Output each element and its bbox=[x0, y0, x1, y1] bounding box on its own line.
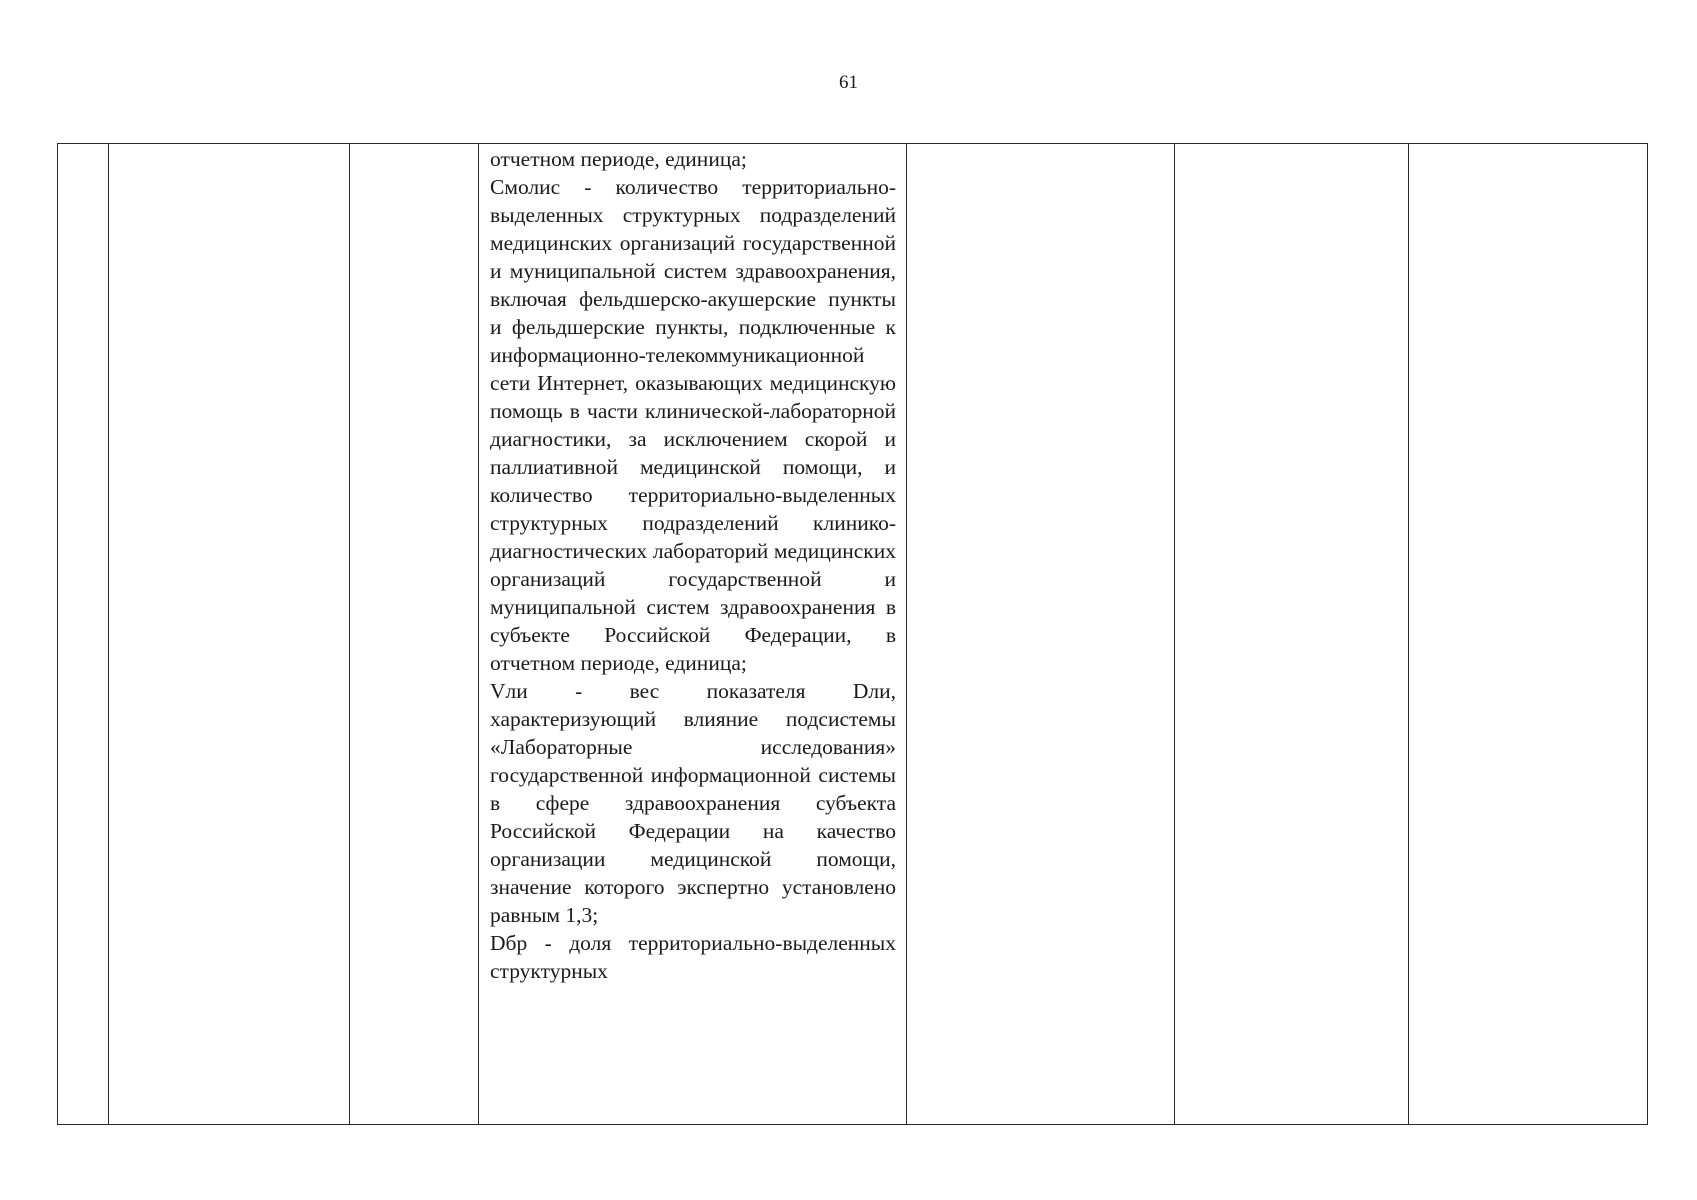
cell-name bbox=[109, 144, 350, 1125]
cell-responsible bbox=[1175, 144, 1409, 1125]
cell-calculation-method bbox=[479, 144, 907, 1125]
text-paragraph: Vли - вес показателя Dли, характеризующий влияние подсистемы «Лабораторные исследования» государственной информационной системы в сфере здравоохранения субъекта Российской Федерации на качество организации медицинской помощи, значение которого экспертно установлено равным 1,3; bbox=[490, 679, 896, 927]
text-paragraph: отчетном периоде, единица; bbox=[490, 147, 747, 171]
cell-notes bbox=[1409, 144, 1648, 1125]
indicator-table bbox=[57, 143, 1648, 1125]
cell-number bbox=[58, 144, 109, 1125]
table-row bbox=[58, 144, 1648, 1125]
calculation-method-text bbox=[479, 145, 906, 1124]
text-paragraph: Dбр - доля территориально-выделенных структурных bbox=[490, 931, 896, 983]
text-paragraph: Смолис - количество территориально-выделенных структурных подразделений медицинских организаций государственной и муниципальной систем здравоохранения, включая фельдшерско-акушерские пункты и фельдшерские пункты, подключенные к информационно-телекоммуникационной сети Интернет, оказывающих медицинскую помощь в части клинической-лабораторной диагностики, за исключением скорой и паллиативной медицинской помощи, и количество территориально-выделенных структурных подразделений клинико-диагностических лабораторий медицинских организаций государственной и муниципальной систем здравоохранения в субъекте Российской Федерации, в отчетном периоде, единица; bbox=[490, 175, 896, 675]
page-number: 61 bbox=[839, 72, 858, 93]
cell-source bbox=[907, 144, 1175, 1125]
cell-unit bbox=[350, 144, 479, 1125]
